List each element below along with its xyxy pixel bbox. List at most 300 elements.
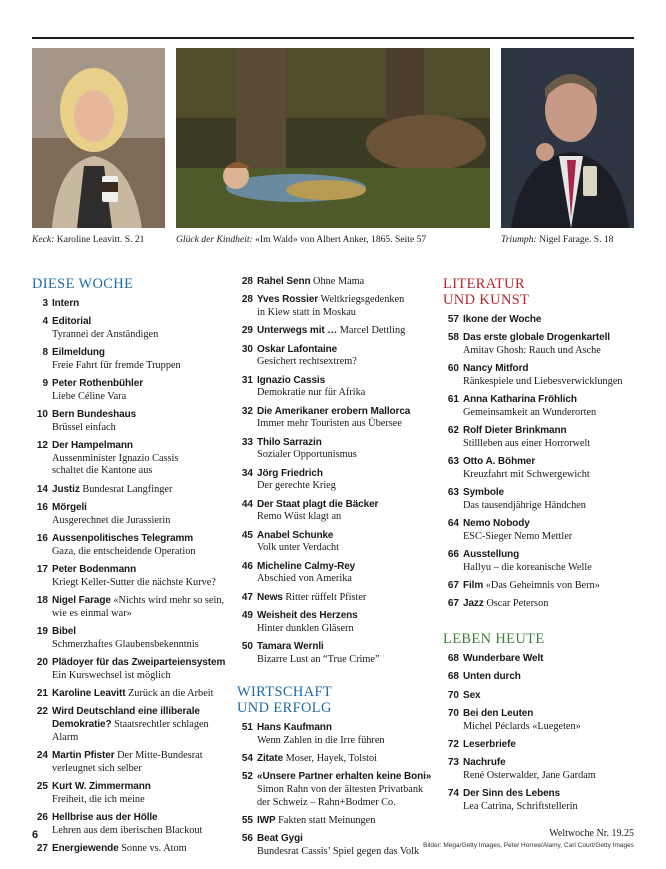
toc-entry-title: Yves Rossier	[257, 294, 319, 306]
toc-entry[interactable]	[237, 344, 433, 369]
section-heading	[443, 276, 643, 308]
toc-entry[interactable]	[237, 276, 433, 289]
toc-entry-text	[459, 425, 643, 450]
toc-entry-text	[48, 440, 232, 478]
toc-entry-title: Der Hampelmann	[52, 440, 133, 452]
toc-entry-inline: Weltkriegsgedenken	[320, 294, 405, 306]
toc-entry-desc: Volk unter Verdacht	[257, 542, 339, 554]
toc-entry-text	[48, 843, 232, 856]
toc-page-number: 54	[241, 752, 253, 764]
toc-entry-inline: Der Mitte-Bundesrat	[117, 749, 203, 761]
toc-page-number: 4	[42, 316, 48, 328]
toc-entry-inline: Ritter rüffelt Pfister	[285, 591, 367, 603]
toc-entry-title: Hellbrise aus der Hölle	[52, 811, 158, 823]
toc-entry-title: Eilmeldung	[52, 347, 105, 359]
toc-page-number: 73	[447, 757, 459, 769]
toc-page-number: 29	[241, 325, 253, 337]
toc-entry-desc: Amitav Ghosh: Rauch und Asche	[463, 344, 601, 356]
toc-entry[interactable]	[443, 690, 643, 703]
toc-entry[interactable]	[32, 484, 232, 497]
toc-page-number: 67	[447, 580, 459, 592]
toc-entry-desc: ESC-Sieger Nemo Mettler	[463, 530, 573, 542]
toc-entry-text	[48, 484, 232, 497]
toc-page-number: 8	[42, 347, 48, 359]
toc-entry-desc: Freie Fahrt für fremde Truppen	[52, 359, 181, 371]
toc-page-number: 20	[36, 657, 48, 669]
toc-entry-desc: Simon Rahn von der ältesten Privatbank	[257, 783, 424, 795]
toc-entry-text	[459, 518, 643, 543]
toc-entry-text	[253, 722, 433, 747]
toc-entry[interactable]	[32, 564, 232, 589]
toc-entry-text	[253, 561, 433, 586]
toc-entry-title: Das erste globale Drogenkartell	[463, 332, 610, 344]
toc-entry-text	[253, 499, 433, 524]
toc-entry[interactable]	[32, 812, 232, 837]
toc-entry-text	[459, 394, 643, 419]
toc-entry[interactable]	[237, 499, 433, 524]
toc-entry-title: Peter Rothenbühler	[52, 378, 143, 390]
toc-entry-desc	[52, 719, 232, 732]
toc-page-number: 16	[36, 533, 48, 545]
toc-entry-title: Peter Bodenmann	[52, 564, 137, 576]
toc-entry-title: Karoline Leavitt	[52, 688, 126, 699]
toc-section	[237, 276, 433, 666]
toc-entry[interactable]	[237, 610, 433, 635]
toc-entry-text	[48, 502, 232, 527]
toc-entry-title: Energiewende	[52, 842, 119, 854]
toc-entry-inline: Marcel Dettling	[339, 325, 406, 337]
toc-page-number: 17	[36, 564, 48, 576]
toc-entry-text	[253, 753, 433, 766]
toc-page-number: 72	[447, 739, 459, 750]
toc-section	[443, 631, 643, 814]
toc-entry-title: Bei den Leuten	[463, 708, 534, 720]
toc-section	[443, 276, 643, 611]
toc-entry-inline: «Nichts wird mehr so sein,	[113, 595, 225, 607]
toc-entry-inline: Fakten statt Meinungen	[278, 814, 376, 826]
toc-entry-desc: Sozialer Opportunismus	[257, 449, 357, 461]
toc-entry[interactable]	[237, 722, 433, 747]
toc-page-number: 56	[241, 833, 253, 845]
toc-entry-title: Sex	[463, 689, 481, 701]
toc-entry[interactable]	[32, 347, 232, 372]
toc-page-number: 70	[447, 689, 459, 701]
toc-page-number: 14	[36, 483, 48, 495]
toc-entry-text	[459, 332, 643, 357]
toc-entry[interactable]	[237, 437, 433, 462]
toc-page-number: 3	[42, 297, 48, 309]
toc-page-number: 74	[447, 788, 459, 800]
toc-entry-inline: Bundesrat Langfinger	[82, 483, 173, 495]
toc-page-number: 22	[36, 706, 48, 718]
toc-entry-text	[459, 671, 643, 684]
photo-im-wald-painting	[176, 48, 490, 228]
caption-left-lead: Keck:	[32, 234, 55, 245]
toc-entry-desc-rest: Staatsrechtler schlagen	[111, 718, 209, 730]
toc-entry-title: «Unsere Partner erhalten keine Boni»	[257, 771, 432, 783]
toc-entry-title: Plädoyer für das Zweiparteiensystem	[52, 657, 226, 669]
toc-page-number: 63	[447, 456, 459, 468]
toc-entry-title: Editorial	[52, 316, 92, 328]
toc-entry-text	[48, 347, 232, 372]
toc-entry[interactable]	[32, 440, 232, 478]
toc-entry-text	[253, 468, 433, 493]
toc-page-number: 60	[447, 363, 459, 375]
toc-entry-title: Beat Gygi	[257, 833, 303, 845]
toc-page-number: 70	[447, 708, 459, 720]
toc-entry[interactable]	[237, 561, 433, 586]
toc-entry[interactable]	[237, 771, 433, 809]
toc-entry-desc: Alarm	[52, 731, 79, 743]
toc-entry[interactable]	[443, 456, 643, 481]
toc-page-number: 66	[447, 549, 459, 561]
toc-entry[interactable]	[443, 394, 643, 419]
toc-page-number: 31	[241, 374, 253, 386]
toc-entry[interactable]	[237, 530, 433, 555]
toc-entry-title: Zitate	[257, 752, 284, 764]
toc-entry-text	[253, 610, 433, 635]
toc-entry-text	[253, 771, 433, 809]
toc-entry-title: Der Staat plagt die Bäcker	[257, 498, 379, 510]
toc-page-number: 51	[241, 722, 253, 733]
section-heading-line: LITERATUR	[443, 276, 525, 292]
toc-section	[32, 276, 232, 856]
toc-entry-text	[253, 530, 433, 555]
toc-entry[interactable]	[443, 332, 643, 357]
toc-page-number: 46	[241, 560, 253, 572]
toc-page-number: 30	[241, 343, 253, 355]
toc-entry-desc: Schmerzhaftes Glaubensbekenntnis	[52, 638, 199, 650]
toc-page-number: 68	[447, 671, 459, 683]
toc-entry-desc: Lehren aus dem iberischen Blackout	[52, 824, 203, 836]
toc-entry[interactable]	[237, 325, 433, 338]
toc-entry[interactable]	[32, 298, 232, 311]
caption-left-text: Karoline Leavitt. S. 21	[54, 234, 145, 245]
toc-entry[interactable]	[32, 750, 232, 775]
toc-entry-desc: Kreuzfahrt mit Schwergewicht	[463, 468, 590, 480]
toc-entry[interactable]	[443, 653, 643, 666]
toc-entry-desc: Immer mehr Touristen aus Übersee	[257, 418, 402, 430]
toc-column-3	[443, 276, 643, 814]
toc-entry[interactable]	[443, 314, 643, 327]
toc-entry[interactable]	[443, 487, 643, 512]
toc-page-number: 50	[241, 641, 253, 653]
toc-entry-inline: Zurück an die Arbeit	[128, 688, 214, 699]
toc-entry[interactable]	[32, 409, 232, 434]
toc-entry[interactable]	[443, 757, 643, 782]
toc-page-number: 63	[447, 487, 459, 499]
toc-entry-text	[48, 781, 232, 806]
toc-entry-title: Ausstellung	[463, 549, 520, 561]
toc-entry[interactable]	[32, 378, 232, 403]
toc-entry-desc: Remo Wüst klagt an	[257, 511, 342, 523]
toc-entry[interactable]	[443, 788, 643, 813]
toc-entry-desc: Demokratie nur für Afrika	[257, 387, 366, 399]
toc-entry-text	[459, 580, 643, 593]
toc-page-number: 28	[241, 294, 253, 306]
toc-entry-text	[253, 833, 433, 858]
toc-entry-desc: der Schweiz – Rahn+Bodmer Co.	[257, 796, 396, 808]
toc-entry-text	[48, 316, 232, 341]
toc-entry-text	[48, 409, 232, 434]
toc-entry-inline: Moser, Hayek, Tolstoi	[285, 752, 377, 764]
toc-entry-title: Aussenpolitisches Telegramm	[52, 533, 194, 545]
toc-entry-title: Der Sinn des Lebens	[463, 788, 561, 800]
toc-entry-inline: Sonne vs. Atom	[121, 842, 187, 854]
toc-entry-desc: Gaza, die entscheidende Operation	[52, 545, 196, 557]
toc-entry[interactable]	[32, 706, 232, 744]
toc-entry-inline: Ohne Mama	[313, 276, 365, 287]
section-heading-line: DIESE WOCHE	[32, 276, 134, 292]
section-heading-line: UND ERFOLG	[237, 700, 332, 717]
toc-page-number: 28	[241, 276, 253, 287]
toc-entry-title: Unten durch	[463, 671, 521, 683]
toc-entry-title: Rolf Dieter Brinkmann	[463, 425, 567, 437]
toc-entry-text	[253, 294, 433, 319]
toc-entry-title-cont: Demokratie?	[52, 718, 112, 730]
toc-entry-title: Die Amerikaner erobern Mallorca	[257, 405, 411, 417]
toc-entry-desc: Michel Péclards «Luegeten»	[463, 720, 581, 732]
toc-entry-title: Mörgeli	[52, 502, 87, 514]
toc-entry-title: Nancy Mitford	[463, 363, 529, 375]
toc-entry-desc: verleugnet sich selber	[52, 762, 142, 774]
toc-entry-desc: Abschied von Amerika	[257, 573, 352, 585]
toc-entry-desc: Tyrannei der Anständigen	[52, 328, 159, 340]
toc-entry[interactable]	[32, 781, 232, 806]
toc-entry-text	[459, 690, 643, 703]
toc-entry-text	[48, 595, 232, 620]
toc-entry-title: Wunderbare Welt	[463, 652, 544, 664]
toc-entry-text	[48, 688, 232, 701]
toc-entry-text	[48, 706, 232, 744]
toc-entry-desc: Hallyu – die koreanische Welle	[463, 561, 592, 573]
toc-entry[interactable]	[237, 468, 433, 493]
toc-entry-title: News	[257, 591, 283, 603]
toc-page-number: 58	[447, 332, 459, 344]
photo-credits: Bilder: Mega/Getty Images, Peter Horree/Alamy, Carl Court/Getty Images	[423, 842, 634, 849]
section-heading	[443, 631, 643, 647]
toc-page-number: 16	[36, 502, 48, 514]
toc-entry-title: Symbole	[463, 487, 504, 499]
toc-entry-text	[48, 298, 232, 311]
caption-center	[176, 234, 426, 246]
toc-page-number: 25	[36, 780, 48, 792]
caption-right	[501, 234, 613, 246]
toc-entry-title: Kurt W. Zimmermann	[52, 780, 151, 792]
toc-entry-text	[48, 657, 232, 682]
toc-entry[interactable]	[32, 657, 232, 682]
toc-page-number: 24	[36, 749, 48, 761]
toc-entry[interactable]	[32, 502, 232, 527]
toc-entry-text	[253, 406, 433, 431]
toc-entry-inline: Oscar Peterson	[486, 598, 549, 610]
toc-entry[interactable]	[237, 406, 433, 431]
toc-entry-title: Film	[463, 580, 484, 592]
toc-entry-title: Leserbriefe	[463, 739, 516, 750]
toc-entry-desc: Ein Kurswechsel ist möglich	[52, 669, 171, 681]
toc-entry-text	[459, 598, 643, 611]
toc-page-number: 64	[447, 518, 459, 530]
toc-entry-text	[253, 592, 433, 605]
toc-entry-title: Tamara Wernli	[257, 641, 324, 653]
toc-entry-text	[459, 549, 643, 574]
section-heading	[32, 276, 232, 292]
toc-entry-text	[459, 487, 643, 512]
toc-entry[interactable]	[32, 843, 232, 856]
toc-entry-text	[253, 344, 433, 369]
toc-entry-text	[48, 812, 232, 837]
toc-entry[interactable]	[237, 815, 433, 828]
toc-entry-title: Nigel Farage	[52, 595, 111, 607]
toc-page-number: 32	[241, 405, 253, 417]
toc-entry-desc: Lea Catrina, Schriftstellerin	[463, 800, 578, 812]
toc-entry[interactable]	[32, 626, 232, 651]
toc-entry-title: IWP	[257, 814, 276, 826]
toc-entry-text	[48, 564, 232, 589]
toc-entry[interactable]	[443, 425, 643, 450]
toc-entry-title: Intern	[52, 297, 80, 309]
toc-entry-text	[253, 437, 433, 462]
toc-entry-desc: wie es einmal war»	[52, 607, 132, 619]
toc-entry[interactable]	[443, 708, 643, 733]
toc-entry-text	[459, 757, 643, 782]
toc-entry[interactable]	[237, 592, 433, 605]
toc-entry-desc: schaltet die Kantone aus	[52, 465, 153, 477]
page-number: 6	[32, 829, 39, 841]
toc-entry-desc: Aussenminister Ignazio Cassis	[52, 452, 179, 464]
toc-entry-title: Nachrufe	[463, 757, 506, 769]
toc-entry[interactable]	[443, 549, 643, 574]
toc-entry-title: Wird Deutschland eine illiberale	[52, 706, 200, 718]
caption-right-lead: Triumph:	[501, 234, 537, 245]
toc-section	[237, 684, 433, 858]
toc-entry-title: Martin Pfister	[52, 749, 115, 761]
toc-entry-inline: «Das Geheimnis von Bern»	[485, 580, 600, 592]
toc-entry-desc: Der gerechte Krieg	[257, 480, 336, 492]
toc-page-number: 9	[42, 378, 48, 390]
toc-page-number: 57	[447, 313, 459, 325]
toc-entry[interactable]	[443, 598, 643, 611]
toc-page-number: 21	[36, 688, 48, 699]
toc-page-number: 26	[36, 811, 48, 823]
toc-entry-title: Hans Kaufmann	[257, 722, 332, 733]
toc-page-number: 18	[36, 595, 48, 607]
toc-entry-text	[459, 708, 643, 733]
caption-center-text: «Im Wald» von Albert Anker, 1865. Seite 57	[252, 234, 427, 245]
toc-entry-desc: Ausgerechnet die Jurassierin	[52, 514, 171, 526]
toc-page-number: 10	[36, 409, 48, 421]
toc-entry-title: Ikone der Woche	[463, 313, 542, 325]
toc-page-number: 19	[36, 626, 48, 638]
section-heading	[237, 684, 433, 716]
toc-page-number: 68	[447, 652, 459, 664]
toc-entry-text	[253, 325, 433, 338]
toc-entry-title: Bibel	[52, 626, 76, 638]
toc-entry-desc: Gemeinsamkeit an Wunderorten	[463, 406, 597, 418]
toc-entry-desc: Ränkespiele und Liebesverwicklungen	[463, 375, 623, 387]
toc-page-number: 34	[241, 467, 253, 479]
toc-entry[interactable]	[32, 688, 232, 701]
toc-entry[interactable]	[237, 753, 433, 766]
section-heading-line: LEBEN HEUTE	[443, 631, 545, 648]
toc-entry[interactable]	[237, 375, 433, 400]
toc-entry-text	[459, 363, 643, 388]
toc-entry-title: Jörg Friedrich	[257, 467, 323, 479]
toc-entry-title: Anna Katharina Fröhlich	[463, 394, 577, 406]
toc-entry-title: Justiz	[52, 483, 80, 495]
photo-nigel-farage	[501, 48, 634, 228]
toc-entry[interactable]	[32, 316, 232, 341]
issue-label: Weltwoche Nr. 19.25	[549, 828, 634, 839]
toc-page-number: 49	[241, 610, 253, 622]
toc-entry-desc: Brüssel einfach	[52, 421, 116, 433]
toc-entry-desc: Wenn Zahlen in die Irre führen	[257, 734, 385, 746]
toc-entry-text	[48, 626, 232, 651]
top-rule	[32, 37, 634, 39]
toc-entry-desc: Das tausendjährige Händchen	[463, 499, 586, 511]
toc-entry-title: Unterwegs mit …	[257, 325, 338, 337]
toc-entry-desc: René Osterwalder, Jane Gardam	[463, 769, 596, 781]
toc-entry-text	[48, 750, 232, 775]
toc-entry-text	[253, 641, 433, 666]
toc-entry-text	[459, 653, 643, 666]
toc-entry-desc: Liebe Céline Vara	[52, 390, 127, 402]
toc-entry-desc: Gesichert rechtsextrem?	[257, 356, 357, 368]
toc-entry[interactable]	[237, 294, 433, 319]
toc-entry-text	[459, 788, 643, 813]
toc-entry[interactable]	[237, 833, 433, 858]
toc-entry-title: Oskar Lafontaine	[257, 343, 338, 355]
toc-entry-desc: Stillleben aus einer Horrorwelt	[463, 437, 591, 449]
toc-entry-text	[459, 456, 643, 481]
toc-entry[interactable]	[443, 671, 643, 684]
toc-entry-title: Bern Bundeshaus	[52, 409, 137, 421]
toc-page-number: 67	[447, 598, 459, 610]
toc-entry[interactable]	[443, 518, 643, 543]
toc-entry-text	[253, 815, 433, 828]
toc-page-number: 47	[241, 591, 253, 603]
toc-page-number: 27	[36, 842, 48, 854]
toc-entry-title: Micheline Calmy-Rey	[257, 560, 356, 572]
toc-entry-title: Anabel Schunke	[257, 529, 334, 541]
toc-entry[interactable]	[237, 641, 433, 666]
toc-entry[interactable]	[443, 363, 643, 388]
toc-page-number: 44	[241, 498, 253, 510]
toc-page-number: 33	[241, 436, 253, 448]
toc-entry[interactable]	[32, 533, 232, 558]
toc-entry-desc: Bizarre Lust an “True Crime”	[257, 653, 380, 665]
toc-entry[interactable]	[32, 595, 232, 620]
toc-page-number: 61	[447, 394, 459, 406]
toc-entry[interactable]	[443, 580, 643, 593]
toc-entry-title: Weisheit des Herzens	[257, 610, 358, 622]
toc-page-number: 52	[241, 771, 253, 783]
toc-page-number: 45	[241, 529, 253, 541]
toc-entry-desc: in Kiew statt in Moskau	[257, 306, 356, 318]
toc-entry-text	[459, 739, 643, 752]
toc-entry[interactable]	[443, 739, 643, 752]
toc-page-number: 55	[241, 814, 253, 826]
toc-column-1	[32, 276, 232, 856]
toc-entry-text	[253, 276, 433, 289]
toc-entry-desc: Hinter dunklen Gläsern	[257, 622, 354, 634]
toc-entry-desc: Bundesrat Cassis’ Spiel gegen das Volk	[257, 845, 420, 857]
toc-entry-title: Rahel Senn	[257, 276, 311, 287]
toc-column-2	[237, 276, 433, 859]
section-heading-line: UND KUNST	[443, 292, 530, 308]
toc-entry-title: Ignazio Cassis	[257, 374, 326, 386]
toc-entry-title: Thilo Sarrazin	[257, 436, 322, 448]
